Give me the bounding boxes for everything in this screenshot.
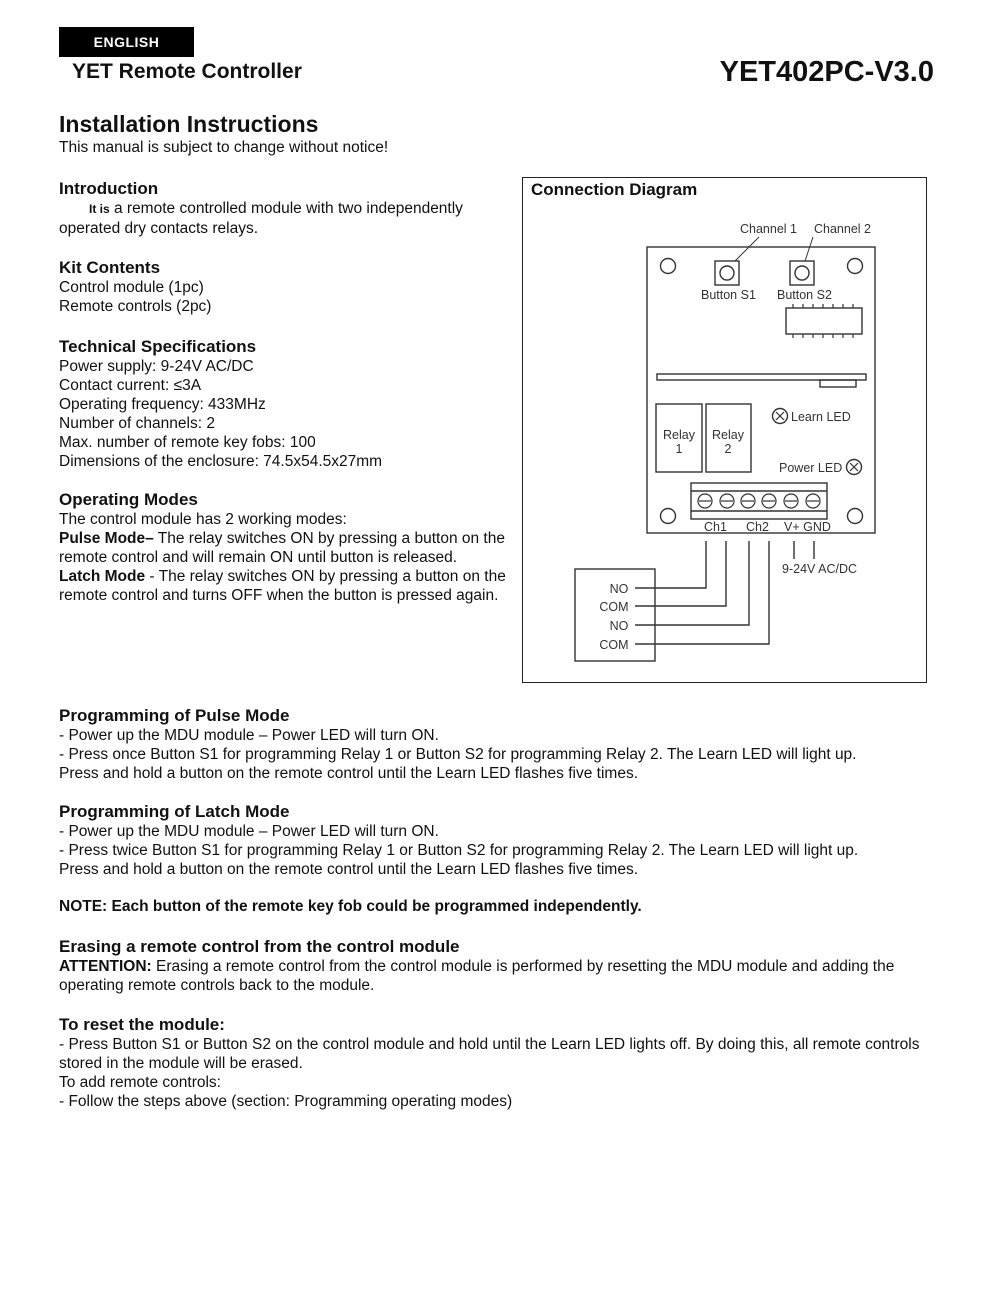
mounting-hole bbox=[848, 509, 863, 524]
reset-line: - Follow the steps above (section: Programming operating modes) bbox=[59, 1093, 513, 1110]
introduction-lead: It is bbox=[89, 202, 110, 216]
spec-item: Number of channels: 2 bbox=[59, 415, 215, 432]
pulse-programming-line: Press and hold a button on the remote control until the Learn LED flashes five times. bbox=[59, 765, 638, 782]
latch-programming-heading: Programming of Latch Mode bbox=[59, 802, 290, 821]
learn-led-label: Learn LED bbox=[791, 410, 851, 424]
kit-item: Control module (1pc) bbox=[59, 279, 204, 296]
pulse-programming-line: - Power up the MDU module – Power LED will turn ON. bbox=[59, 727, 439, 744]
channel2-label: Channel 2 bbox=[814, 222, 871, 236]
latch-programming-line: - Power up the MDU module – Power LED will turn ON. bbox=[59, 823, 439, 840]
pulse-programming-heading: Programming of Pulse Mode bbox=[59, 706, 290, 725]
erasing-heading: Erasing a remote control from the control module bbox=[59, 937, 460, 956]
button-s2-label: Button S2 bbox=[777, 288, 832, 302]
erasing-body: Erasing a remote control from the control module is performed by resetting the MDU module and adding the operating remote controls back to the module. bbox=[59, 958, 895, 994]
wire-ch1-no bbox=[635, 541, 706, 588]
terminal-no-2: NO bbox=[609, 619, 629, 633]
spec-item: Operating frequency: 433MHz bbox=[59, 396, 266, 413]
button-s2-switch bbox=[790, 261, 814, 285]
model-number: YET402PC-V3.0 bbox=[719, 56, 934, 88]
page-subtitle: This manual is subject to change without notice! bbox=[59, 139, 389, 156]
modes-intro: The control module has 2 working modes: bbox=[59, 511, 347, 528]
connection-diagram bbox=[522, 177, 927, 683]
attention-label: ATTENTION: bbox=[59, 958, 152, 975]
mounting-hole bbox=[848, 259, 863, 274]
reset-line: - Press Button S1 or Button S2 on the control module and hold until the Learn LED lights off. By doing this, all remote controls stored in the module will be erased. bbox=[59, 1036, 920, 1072]
terminal-com-2: COM bbox=[599, 638, 629, 652]
relay2-number: 2 bbox=[724, 442, 732, 456]
spec-item: Max. number of remote key fobs: 100 bbox=[59, 434, 316, 451]
introduction-section bbox=[59, 179, 509, 238]
power-supply-label: 9-24V AC/DC bbox=[782, 562, 858, 576]
erasing-text bbox=[59, 957, 949, 995]
relay1-label: Relay bbox=[663, 428, 695, 442]
kit-section bbox=[59, 258, 509, 316]
vplus-gnd-label: V+ GND bbox=[784, 520, 831, 534]
ch1-label: Ch1 bbox=[704, 520, 727, 534]
introduction-heading: Introduction bbox=[59, 179, 159, 198]
latch-mode-desc: - The relay switches ON by pressing a button on the remote control and turns OFF when the button is pressed again. bbox=[59, 568, 506, 604]
introduction-body: a remote controlled module with two independently operated dry contacts relays. bbox=[59, 200, 463, 237]
button-s1-switch bbox=[715, 261, 739, 285]
wire-ch1-com bbox=[635, 541, 726, 606]
diagram-title: Connection Diagram bbox=[531, 180, 698, 199]
terminal-com-1: COM bbox=[599, 600, 629, 614]
brand-title: YET Remote Controller bbox=[72, 60, 302, 83]
terminal-no-1: NO bbox=[609, 582, 629, 596]
modes-heading: Operating Modes bbox=[59, 490, 198, 509]
latch-programming-line: Press and hold a button on the remote control until the Learn LED flashes five times. bbox=[59, 861, 638, 878]
antenna-strip bbox=[657, 374, 866, 380]
relay2-label: Relay bbox=[712, 428, 744, 442]
pulse-programming-section bbox=[59, 706, 949, 783]
specs-heading: Technical Specifications bbox=[59, 337, 257, 356]
relay1-number: 1 bbox=[675, 442, 683, 456]
erasing-section bbox=[59, 937, 949, 995]
specs-section bbox=[59, 337, 509, 471]
reset-section bbox=[59, 1015, 949, 1111]
spec-item: Dimensions of the enclosure: 74.5x54.5x27mm bbox=[59, 453, 383, 470]
mounting-hole bbox=[661, 259, 676, 274]
reset-line: To add remote controls: bbox=[59, 1074, 221, 1091]
language-badge: ENGLISH bbox=[59, 27, 194, 57]
latch-programming-line: - Press twice Button S1 for programming Relay 1 or Button S2 for programming Relay 2. The Learn LED will light up. bbox=[59, 842, 859, 859]
pulse-mode-text bbox=[59, 529, 509, 567]
channel1-label: Channel 1 bbox=[740, 222, 797, 236]
reset-heading: To reset the module: bbox=[59, 1015, 225, 1034]
channel1-leader bbox=[735, 237, 759, 261]
diagram-drawing bbox=[523, 178, 928, 684]
latch-mode-label: Latch Mode bbox=[59, 568, 146, 585]
button-s2-knob bbox=[795, 266, 809, 280]
introduction-text bbox=[59, 199, 509, 238]
pulse-programming-line: - Press once Button S1 for programming Relay 1 or Button S2 for programming Relay 2. The Learn LED will light up. bbox=[59, 746, 857, 763]
button-s1-label: Button S1 bbox=[701, 288, 756, 302]
page-title: Installation Instructions bbox=[59, 111, 319, 137]
power-led-label: Power LED bbox=[779, 461, 843, 475]
screw-terminals bbox=[698, 494, 820, 508]
pulse-mode-label: Pulse Mode– bbox=[59, 530, 154, 547]
circuit-board bbox=[647, 247, 875, 533]
ic-chip bbox=[786, 308, 862, 334]
modes-section bbox=[59, 490, 509, 605]
kit-item: Remote controls (2pc) bbox=[59, 298, 212, 315]
ch2-label: Ch2 bbox=[746, 520, 769, 534]
spec-item: Contact current: ≤3A bbox=[59, 377, 202, 394]
mounting-hole bbox=[661, 509, 676, 524]
pulse-mode-desc: The relay switches ON by pressing a button on the remote control and will remain ON until button is released. bbox=[59, 530, 505, 566]
antenna-pad bbox=[820, 380, 856, 387]
latch-programming-section bbox=[59, 802, 949, 879]
latch-mode-text bbox=[59, 567, 509, 605]
channel2-leader bbox=[805, 237, 813, 261]
spec-item: Power supply: 9-24V AC/DC bbox=[59, 358, 254, 375]
wire-ch2-no bbox=[635, 541, 749, 625]
note-text: NOTE: Each button of the remote key fob could be programmed independently. bbox=[59, 898, 642, 915]
kit-heading: Kit Contents bbox=[59, 258, 161, 277]
button-s1-knob bbox=[720, 266, 734, 280]
